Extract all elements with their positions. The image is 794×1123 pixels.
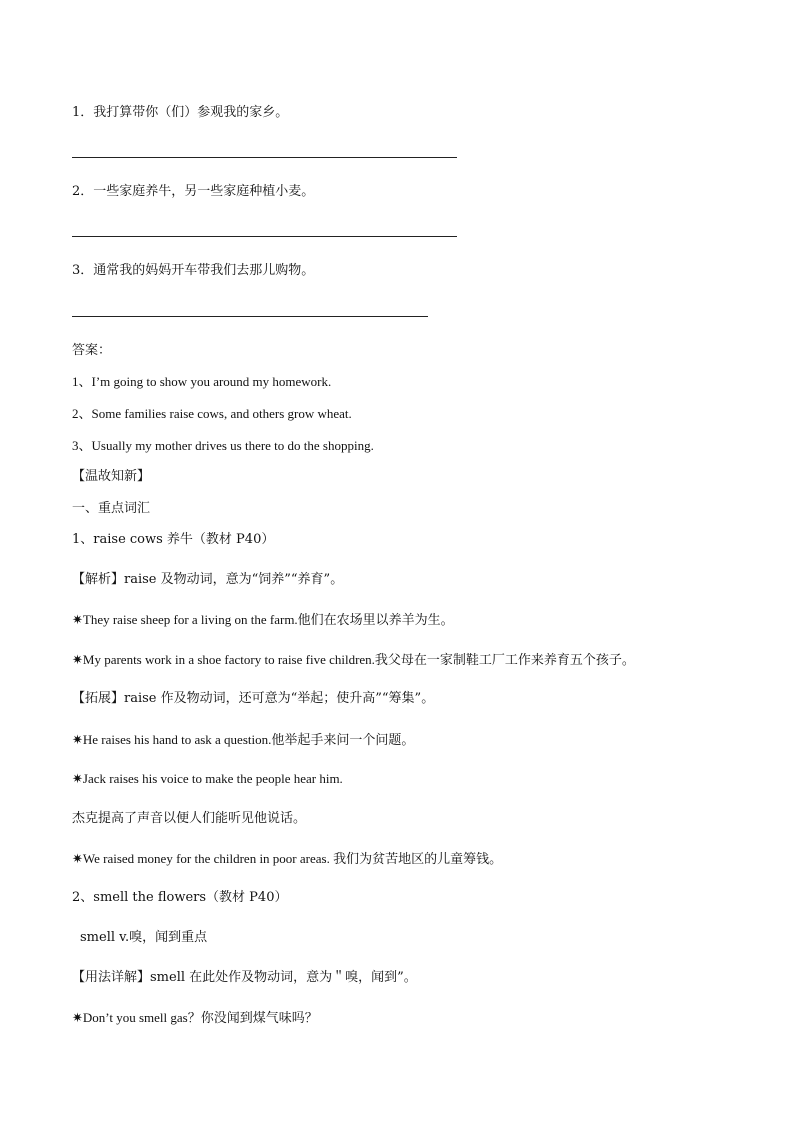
answer-line-2 xyxy=(72,236,457,237)
vocab-item-1-extension: 【拓展】raise 作及物动词，还可意为“举起；使升高”“筹集”。 xyxy=(72,691,435,706)
example-sentence: ✷They raise sheep for a living on the farm.他们在农场里以养羊为生。 xyxy=(72,612,454,627)
section-heading-vocab: 一、重点词汇 xyxy=(72,501,151,516)
review-heading: 【温故知新】 xyxy=(72,469,151,484)
vocab-item-2-usage: 【用法详解】smell 在此处作及物动词，意为＂嗅，闻到”。 xyxy=(72,970,417,985)
vocab-item-2-definition: smell v.嗅，闻到重点 xyxy=(80,930,208,945)
answer-2: 2、Some families raise cows, and others grow wheat. xyxy=(72,406,352,421)
vocab-item-1-analysis: 【解析】raise 及物动词，意为“饲养”“养育”。 xyxy=(72,572,344,587)
example-sentence: ✷We raised money for the children in poor areas. 我们为贫苦地区的儿童筹钱。 xyxy=(72,851,503,866)
example-sentence: ✷Jack raises his voice to make the people hear him. xyxy=(72,771,343,786)
question-2: 2．一些家庭养牛，另一些家庭种植小麦。 xyxy=(72,184,315,199)
vocab-item-1: 1、raise cows 养牛（教材 P40） xyxy=(72,532,275,547)
answer-line-3 xyxy=(72,316,428,317)
question-3: 3．通常我的妈妈开车带我们去那儿购物。 xyxy=(72,263,315,278)
answer-1: 1、I’m going to show you around my homework. xyxy=(72,374,332,389)
example-sentence: ✷Don’t you smell gas？你没闻到煤气味吗？ xyxy=(72,1010,318,1025)
answer-line-1 xyxy=(72,157,457,158)
question-1: 1．我打算带你（们）参观我的家乡。 xyxy=(72,105,289,120)
answer-3: 3、Usually my mother drives us there to do the shopping. xyxy=(72,438,374,453)
example-sentence: ✷He raises his hand to ask a question.他举起手来问一个问题。 xyxy=(72,732,415,747)
example-translation: 杰克提高了声音以便人们能听见他说话。 xyxy=(72,811,307,826)
example-sentence: ✷My parents work in a shoe factory to raise five children.我父母在一家制鞋工厂工作来养育五个孩子。 xyxy=(72,652,635,667)
vocab-item-2: 2、smell the flowers（教材 P40） xyxy=(72,890,288,905)
answers-heading: 答案： xyxy=(72,343,112,358)
